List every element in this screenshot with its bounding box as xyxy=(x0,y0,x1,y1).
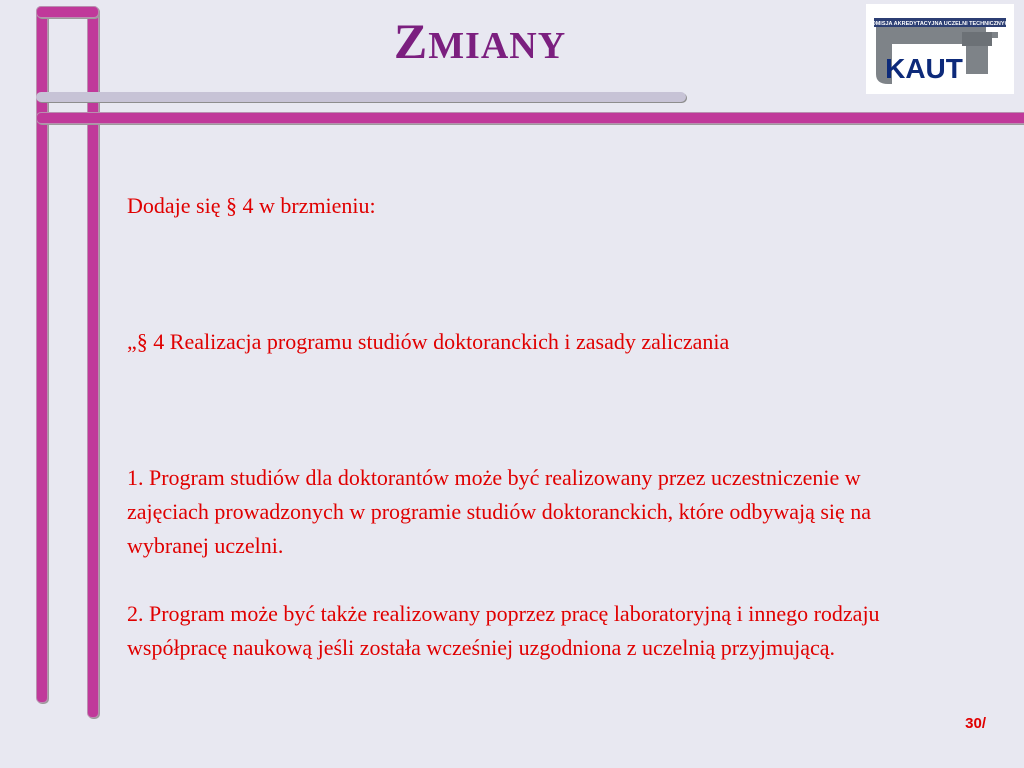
logo-acronym: KAUT xyxy=(885,53,963,84)
title-capital: Z xyxy=(393,13,429,69)
frame-left-bar-outer xyxy=(36,6,48,703)
page-number: 30/ xyxy=(965,715,986,732)
kaut-logo xyxy=(866,4,1014,94)
point-1: 1. Program studiów dla doktorantów może być realizowany przez uczestniczenie w zajęciach prowadzonych w programie studiów doktoranckich, które odbywają się na wybranej uczelni. xyxy=(127,465,872,558)
slide-title xyxy=(300,12,660,70)
logo-caption: KOMISJA AKREDYTACYJNA UCZELNI TECHNICZNYCH xyxy=(867,21,1013,27)
section-heading: „§ 4 Realizacja programu studiów doktoranckich i zasady zaliczania xyxy=(127,329,730,354)
title-rest: MIANY xyxy=(428,25,567,67)
frame-header-rule xyxy=(36,92,686,102)
frame-horizontal-bar xyxy=(36,112,1024,124)
intro-line: Dodaje się § 4 w brzmieniu: xyxy=(127,193,376,218)
caliper-icon xyxy=(866,4,1014,94)
frame-top-bar xyxy=(36,6,99,18)
point-2: 2. Program może być także realizowany poprzez pracę laboratoryjną i innego rodzaju współpracę naukową jeśli została wcześniej uzgodniona z uczelnią przyjmującą. xyxy=(127,601,880,660)
slide-body xyxy=(127,155,947,699)
